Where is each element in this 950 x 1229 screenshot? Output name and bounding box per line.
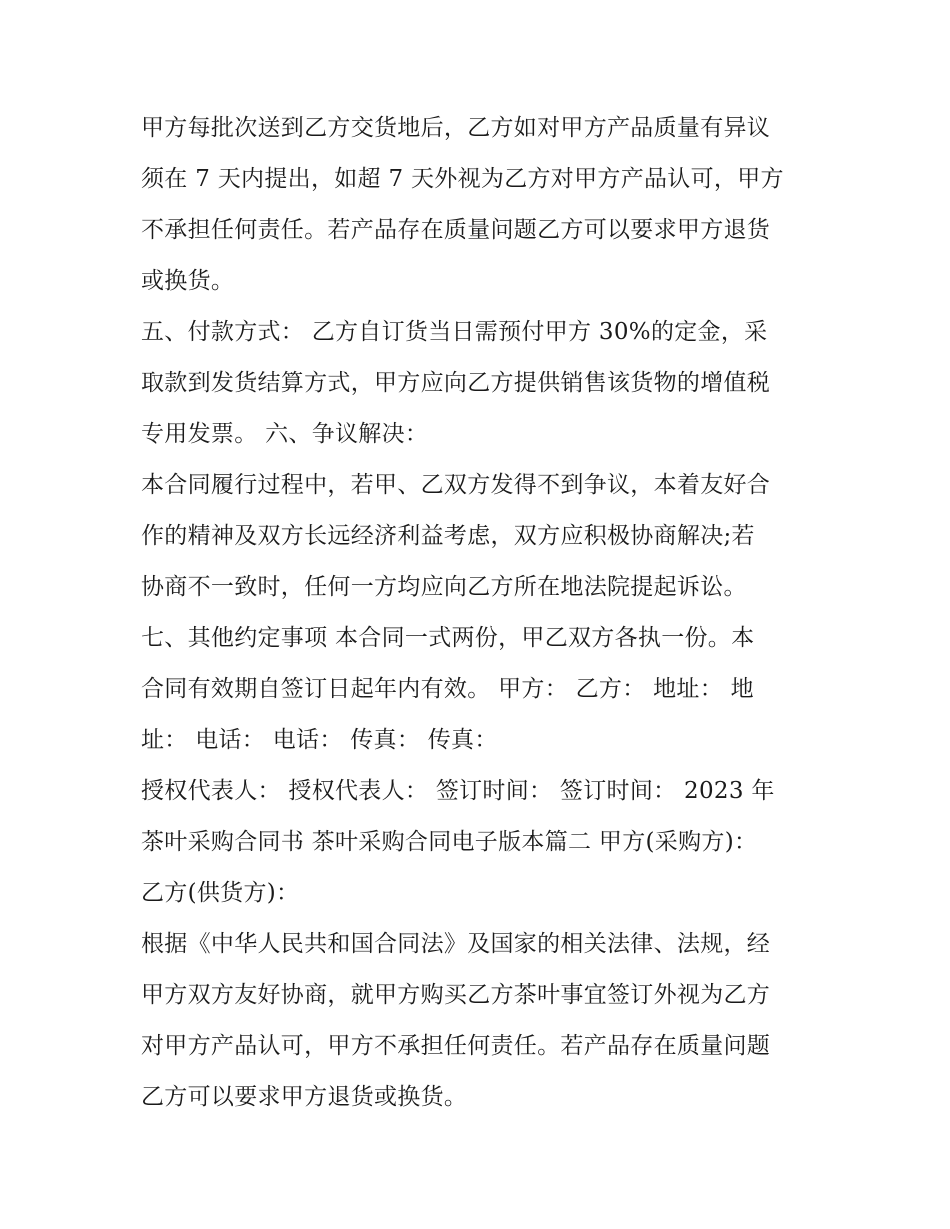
text-line: 乙方可以要求甲方退货或换货。	[141, 1084, 468, 1110]
text-line: 不承担任何责任。若产品存在质量问题乙方可以要求甲方退货	[141, 217, 771, 243]
text-line: 本合同履行过程中，若甲、乙双方发得不到争议，本着友好合	[141, 472, 771, 498]
contract-text-block	[141, 103, 821, 1123]
text-line: 茶叶采购合同书 茶叶采购合同电子版本篇二 甲方(采购方)：	[141, 829, 758, 855]
text-line: 甲方双方友好协商，就甲方购买乙方茶叶事宜签订外视为乙方	[141, 982, 771, 1008]
text-line: 对甲方产品认可，甲方不承担任何责任。若产品存在质量问题	[141, 1033, 771, 1059]
text-line: 五、付款方式： 乙方自订货当日需预付甲方 30%的定金，采	[141, 319, 768, 345]
text-line: 协商不一致时，任何一方均应向乙方所在地法院提起诉讼。	[141, 574, 747, 600]
text-line: 七、其他约定事项 本合同一式两份，甲乙双方各执一份。本	[141, 625, 755, 651]
text-line: 取款到发货结算方式，甲方应向乙方提供销售该货物的增值税	[141, 370, 771, 396]
text-line: 甲方每批次送到乙方交货地后，乙方如对甲方产品质量有异议	[141, 115, 771, 141]
text-line: 作的精神及双方长远经济利益考虑，双方应积极协商解决;若	[141, 523, 755, 549]
text-line: 或换货。	[141, 268, 235, 294]
text-line: 授权代表人： 授权代表人： 签订时间： 签订时间： 2023 年	[141, 778, 775, 804]
text-line: 乙方(供货方)：	[141, 880, 300, 906]
text-line: 根据《中华人民共和国合同法》及国家的相关法律、法规，经	[141, 931, 771, 957]
text-line: 合同有效期自签订日起年内有效。 甲方： 乙方： 地址： 地	[141, 676, 754, 702]
text-line: 址： 电话： 电话： 传真： 传真：	[141, 727, 498, 753]
text-line: 须在 7 天内提出，如超 7 天外视为乙方对甲方产品认可，甲方	[141, 166, 784, 192]
text-line: 专用发票。 六、争议解决：	[141, 421, 429, 447]
